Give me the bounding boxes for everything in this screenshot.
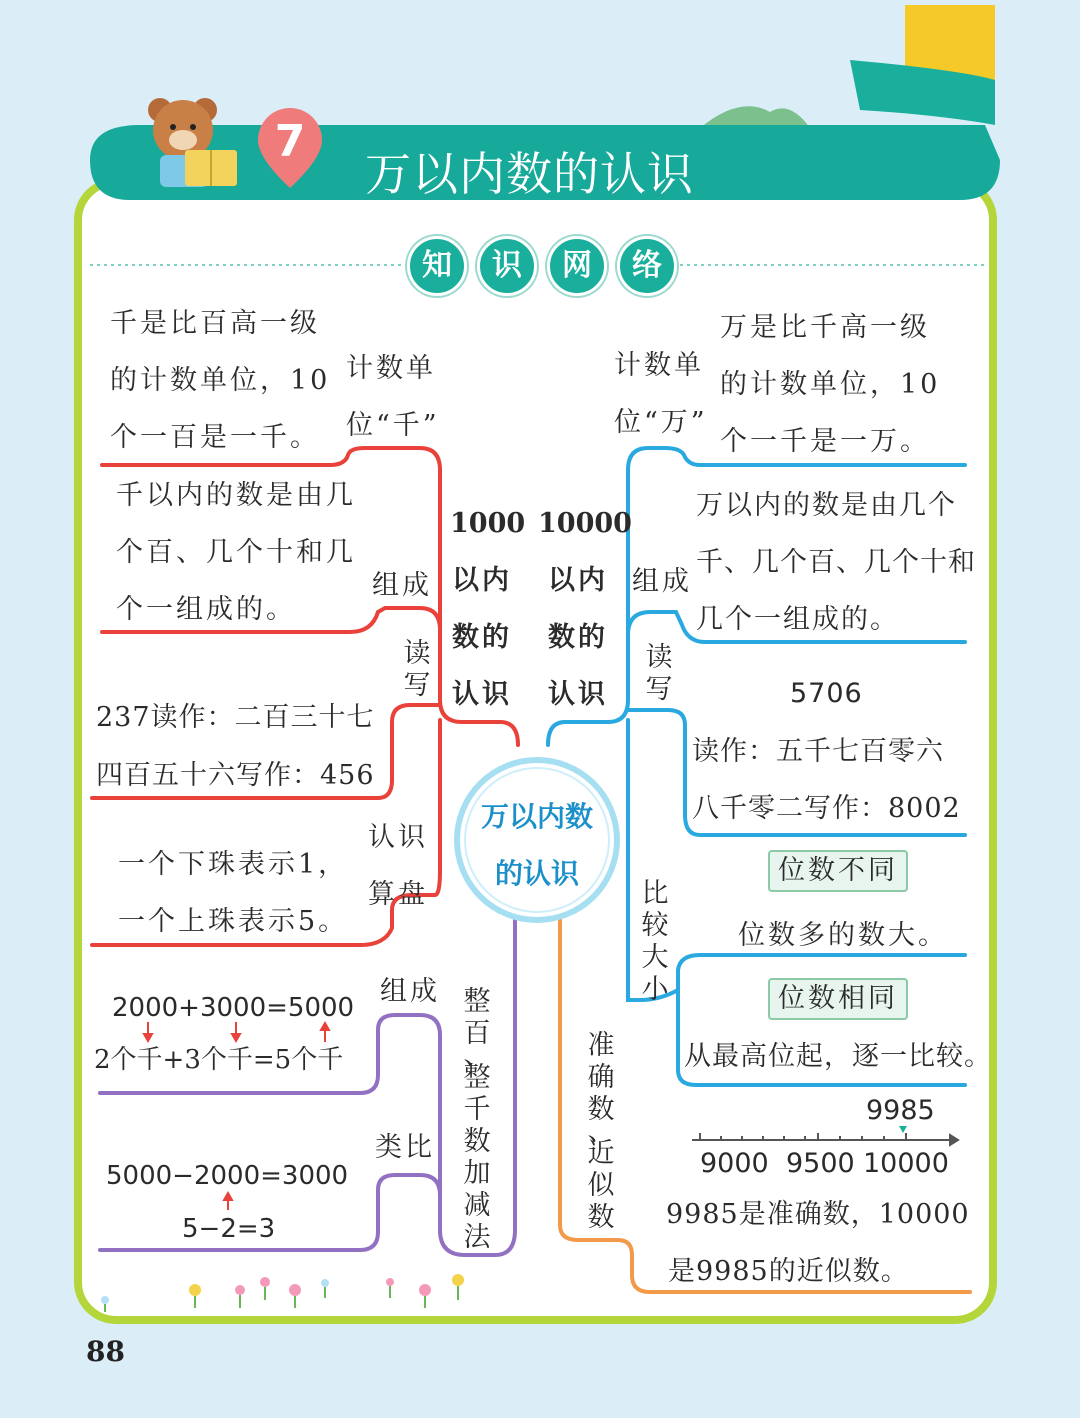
right-comp-text-1: 万以内的数是由几个 [696,490,957,521]
left-unit-text-2: 的计数单位，10 [110,365,331,396]
left-heading-2: 以内 [452,565,512,596]
banner-char-4: 络 [617,236,677,296]
right-comp-text-2: 千、几个百、几个十和 [696,547,976,578]
right-rw-label [644,644,674,708]
right-comp-label: 组成 [632,566,692,597]
approx-marker-value: 9985 [866,1095,935,1126]
compare-char-1: 比 [641,878,669,909]
compare-char-3: 大 [641,942,669,973]
left-heading-3: 数的 [452,622,512,653]
left-comp-label: 组成 [372,570,432,601]
left-abacus-label-2: 算盘 [368,879,428,910]
right-compare-label [640,880,670,1008]
right-unit-label-2: 位“万” [614,407,708,438]
right-unit-text-3: 个一千是一万。 [720,426,930,457]
right-heading-3: 数的 [548,622,608,653]
right-heading-2: 以内 [548,565,608,596]
compare-case1-tag: 位数不同 [768,850,908,892]
addsub-char-5: 千 [463,1094,491,1125]
addsub-char-7: 加 [463,1158,491,1189]
addsub-char-8: 减 [463,1190,491,1221]
right-comp-text-3: 几个一组成的。 [696,604,899,635]
approx-char-7: 数 [587,1202,615,1233]
left-rw-char-1: 读 [403,638,431,669]
left-comp-text-3: 个一组成的。 [116,594,296,625]
left-unit-label-1: 计数单 [346,353,436,384]
right-rw-char-1: 读 [645,642,673,673]
addsub-analogy-line2: 5−2=3 [182,1214,276,1244]
right-unit-text-1: 万是比千高一级 [720,312,930,343]
approx-char-4: 、 [587,1116,615,1147]
right-rw-char-2: 写 [645,674,673,705]
approx-char-2: 确 [587,1062,615,1093]
right-rw-number: 5706 [790,678,863,709]
right-rw-text-1: 读作：五千七百零六 [692,736,944,767]
axis-tick-9500: 9500 [786,1148,855,1179]
approx-text-1: 9985是准确数，10000 [666,1199,970,1230]
left-unit-text-1: 千是比百高一级 [110,308,320,339]
hills-decoration [700,106,810,128]
axis-tick-10000: 10000 [863,1148,949,1179]
compare-char-4: 小 [641,974,669,1005]
compare-case1-text: 位数多的数大。 [738,920,948,951]
addsub-char-6: 数 [463,1126,491,1157]
addsub-char-2: 百 [463,1018,491,1049]
addsub-comp-line1: 2000+3000=5000 [112,993,355,1023]
right-heading-1: 10000 [538,508,632,539]
approx-char-3: 数 [587,1094,615,1125]
approx-char-1: 准 [587,1030,615,1061]
left-abacus-label-1: 认识 [368,822,428,853]
addsub-analogy-line1: 5000−2000=3000 [106,1161,349,1191]
left-rw-text-1: 237读作：二百三十七 [96,702,375,733]
left-rw-char-2: 写 [403,670,431,701]
left-rw-text-2: 四百五十六写作：456 [96,760,375,791]
addsub-char-1: 整 [463,986,491,1017]
banner-char-2: 识 [477,236,537,296]
left-comp-text-2: 个百、几个十和几 [116,537,356,568]
left-comp-text-1: 千以内的数是由几 [116,480,356,511]
left-heading-1: 1000 [450,508,526,539]
addsub-analogy-label: 类比 [375,1132,435,1163]
left-abacus-text-1: 一个下珠表示1， [118,849,349,880]
unit-number: 7 [274,116,306,167]
banner-char-1: 知 [407,236,467,296]
center-node-line2: 的认识 [494,857,579,890]
right-rw-text-2: 八千零二写作：8002 [692,793,961,824]
left-abacus-text-2: 一个上珠表示5。 [118,906,349,937]
addsub-title [462,988,492,1256]
addsub-char-9: 法 [463,1222,491,1253]
approx-title [586,1032,616,1236]
left-rw-label [402,640,432,704]
compare-char-2: 较 [641,910,669,941]
addsub-char-4: 整 [463,1062,491,1093]
right-heading-4: 认识 [548,679,608,710]
page-number: 88 [86,1335,125,1368]
approx-text-2: 是9985的近似数。 [668,1256,909,1287]
compare-case2-text: 从最高位起，逐一比较。 [684,1041,992,1072]
approx-char-6: 似 [587,1170,615,1201]
addsub-comp-label: 组成 [380,976,440,1007]
banner-char-3: 网 [547,236,607,296]
addsub-comp-line2: 2个千+3个千=5个千 [94,1045,344,1075]
axis-tick-9000: 9000 [700,1148,769,1179]
approx-char-5: 近 [587,1138,615,1169]
addsub-char-3: 、 [463,1040,491,1071]
page-title: 万以内数的认识 [365,147,694,201]
left-unit-label-2: 位“千” [346,410,440,441]
right-unit-text-2: 的计数单位，10 [720,369,941,400]
center-node-line1: 万以内数 [480,800,593,833]
right-unit-label-1: 计数单 [614,350,704,381]
left-heading-4: 认识 [452,679,512,710]
compare-case2-tag: 位数相同 [768,978,908,1020]
left-unit-text-3: 个一百是一千。 [110,422,320,453]
